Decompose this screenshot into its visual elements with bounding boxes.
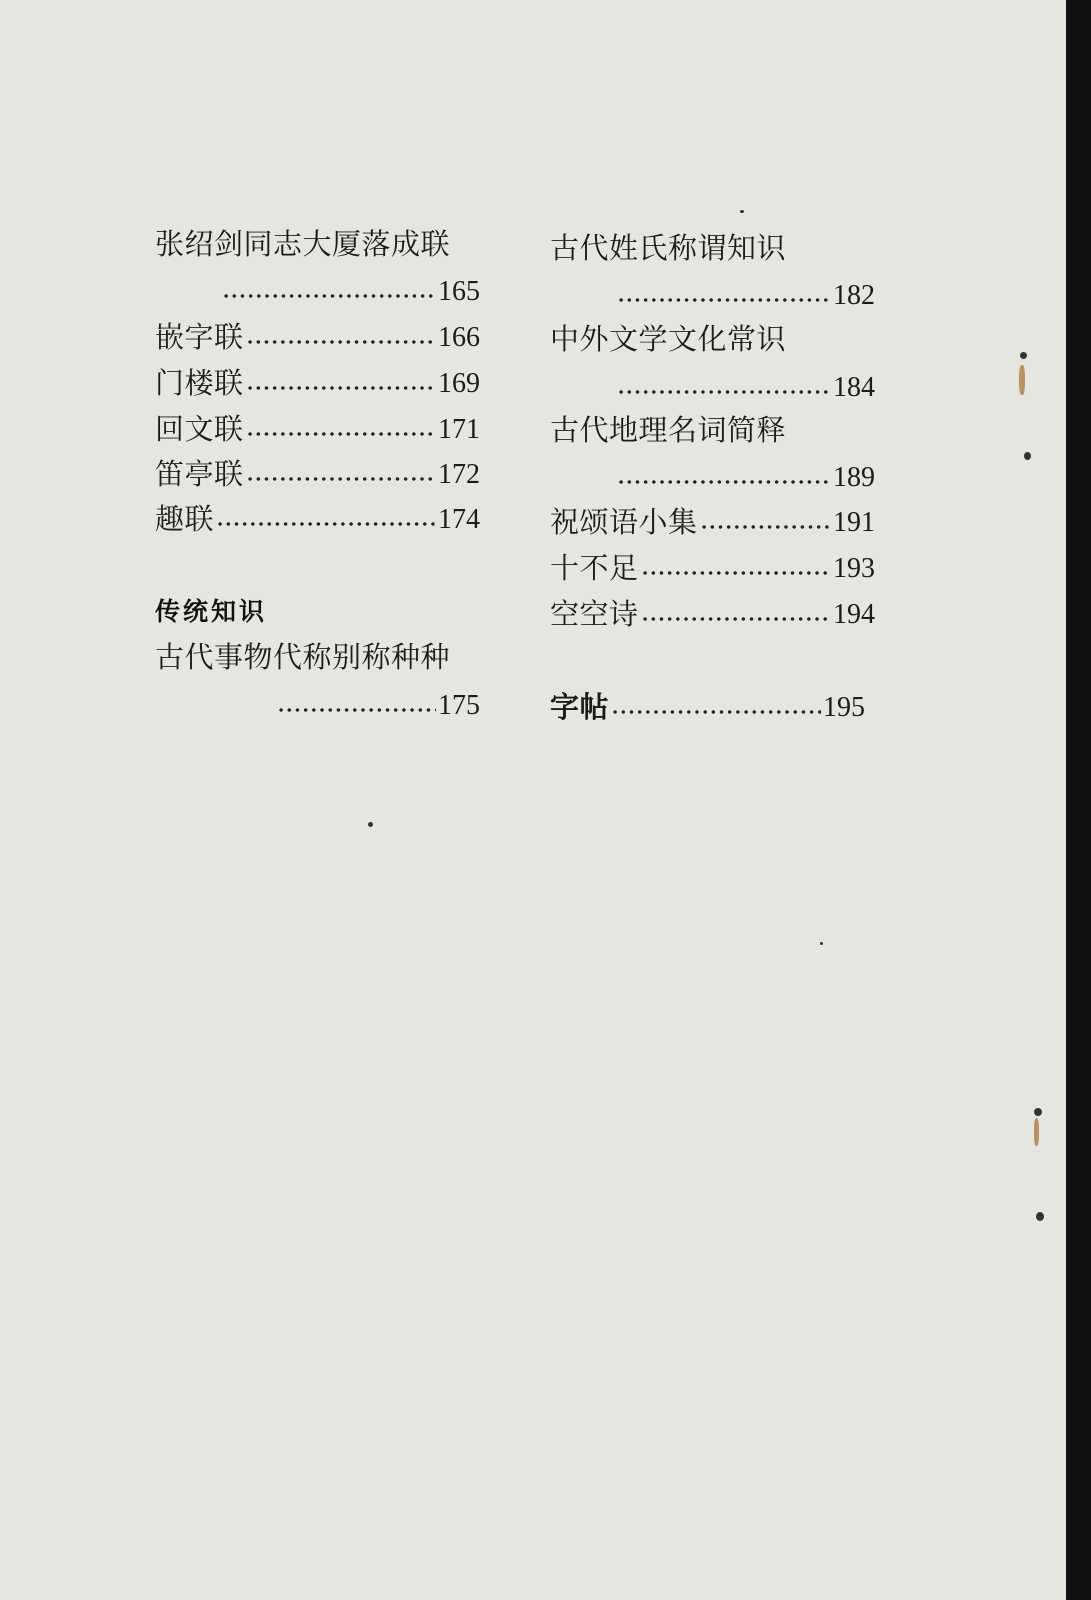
toc-entry-row [615, 374, 875, 402]
dot-leader [611, 710, 821, 714]
toc-entry-title: 字帖 [550, 690, 610, 724]
toc-entry-row [615, 464, 875, 492]
scan-border [1066, 0, 1091, 1600]
toc-entry [550, 593, 875, 635]
toc-entry-title: 古代事物代称别称种种 [155, 640, 451, 674]
dot-leader [700, 525, 831, 529]
page-number: 194 [833, 599, 875, 630]
toc-entry-title: 古代姓氏称谓知识 [550, 231, 787, 265]
toc-entry-row [220, 278, 480, 306]
toc-entry [550, 411, 875, 453]
dot-leader [617, 390, 831, 394]
toc-entry [550, 547, 875, 589]
dot-leader [617, 480, 831, 484]
dot-leader [617, 298, 831, 302]
paper-speck [1034, 1108, 1042, 1116]
toc-entry-title: 古代地理名词简释 [550, 413, 787, 447]
toc-entry-continuation [550, 456, 875, 498]
toc-entry [155, 453, 480, 495]
paper-speck [368, 822, 373, 827]
toc-entry-title: 门楼联 [155, 366, 244, 400]
paper-stain [1019, 365, 1025, 395]
toc-entry-row [275, 692, 480, 720]
toc-entry [155, 408, 480, 450]
page-number: 175 [438, 690, 480, 721]
toc-entry-continuation [550, 366, 875, 408]
toc-entry-row [155, 502, 480, 536]
toc-entry [155, 225, 480, 267]
toc-entry-row [615, 282, 875, 310]
toc-entry [155, 316, 480, 358]
toc-entry-continuation [155, 270, 480, 312]
toc-entry-title: 趣联 [155, 502, 215, 536]
toc-entry-row [155, 412, 480, 446]
toc-entry-row [550, 551, 875, 585]
toc-entry [550, 686, 875, 728]
toc-entry [550, 229, 875, 271]
dot-leader [246, 386, 436, 390]
section-heading [155, 592, 480, 634]
toc-entry-row [155, 320, 480, 354]
page-number: 172 [438, 459, 480, 490]
dot-leader [246, 432, 436, 436]
page-number: 169 [438, 368, 480, 399]
toc-entry-row [550, 505, 875, 539]
page-number: 182 [833, 280, 875, 311]
toc-entry-continuation [155, 684, 480, 726]
toc-entry [155, 638, 480, 680]
toc-entry-row [550, 597, 875, 631]
toc-entry [155, 362, 480, 404]
paper-speck [1024, 452, 1031, 460]
paper-stain [1034, 1118, 1039, 1146]
page-number: 171 [438, 414, 480, 445]
paper-speck [740, 210, 744, 213]
dot-leader [246, 340, 436, 344]
toc-entry-title: 中外文学文化常识 [550, 322, 787, 356]
toc-entry-row [550, 690, 865, 724]
page-number: 184 [833, 372, 875, 403]
toc-entry [550, 501, 875, 543]
page-number: 174 [438, 504, 480, 535]
toc-entry-title: 空空诗 [550, 597, 639, 631]
section-heading-text: 传统知识 [155, 597, 268, 626]
toc-entry-title: 笛亭联 [155, 457, 244, 491]
page-number: 195 [823, 692, 865, 723]
paper-speck [1036, 1212, 1044, 1221]
dot-leader [246, 477, 436, 481]
toc-entry-title: 嵌字联 [155, 320, 244, 354]
dot-leader [277, 708, 436, 712]
dot-leader [222, 294, 436, 298]
paper-speck [820, 942, 823, 945]
toc-entry [155, 498, 480, 540]
toc-entry-row [155, 366, 480, 400]
page-number: 191 [833, 507, 875, 538]
toc-entry-title: 祝颂语小集 [550, 505, 698, 539]
toc-entry-title: 张绍剑同志大厦落成联 [155, 227, 451, 261]
dot-leader [641, 617, 831, 621]
toc-entry [550, 320, 875, 362]
toc-entry-row [155, 457, 480, 491]
dot-leader [641, 571, 831, 575]
page-number: 193 [833, 553, 875, 584]
page-number: 166 [438, 322, 480, 353]
toc-entry-title: 十不足 [550, 551, 639, 585]
paper-speck [1020, 352, 1027, 359]
page-number: 189 [833, 462, 875, 493]
page-number: 165 [438, 276, 480, 307]
toc-entry-continuation [550, 274, 875, 316]
toc-entry-title: 回文联 [155, 412, 244, 446]
dot-leader [216, 522, 436, 526]
